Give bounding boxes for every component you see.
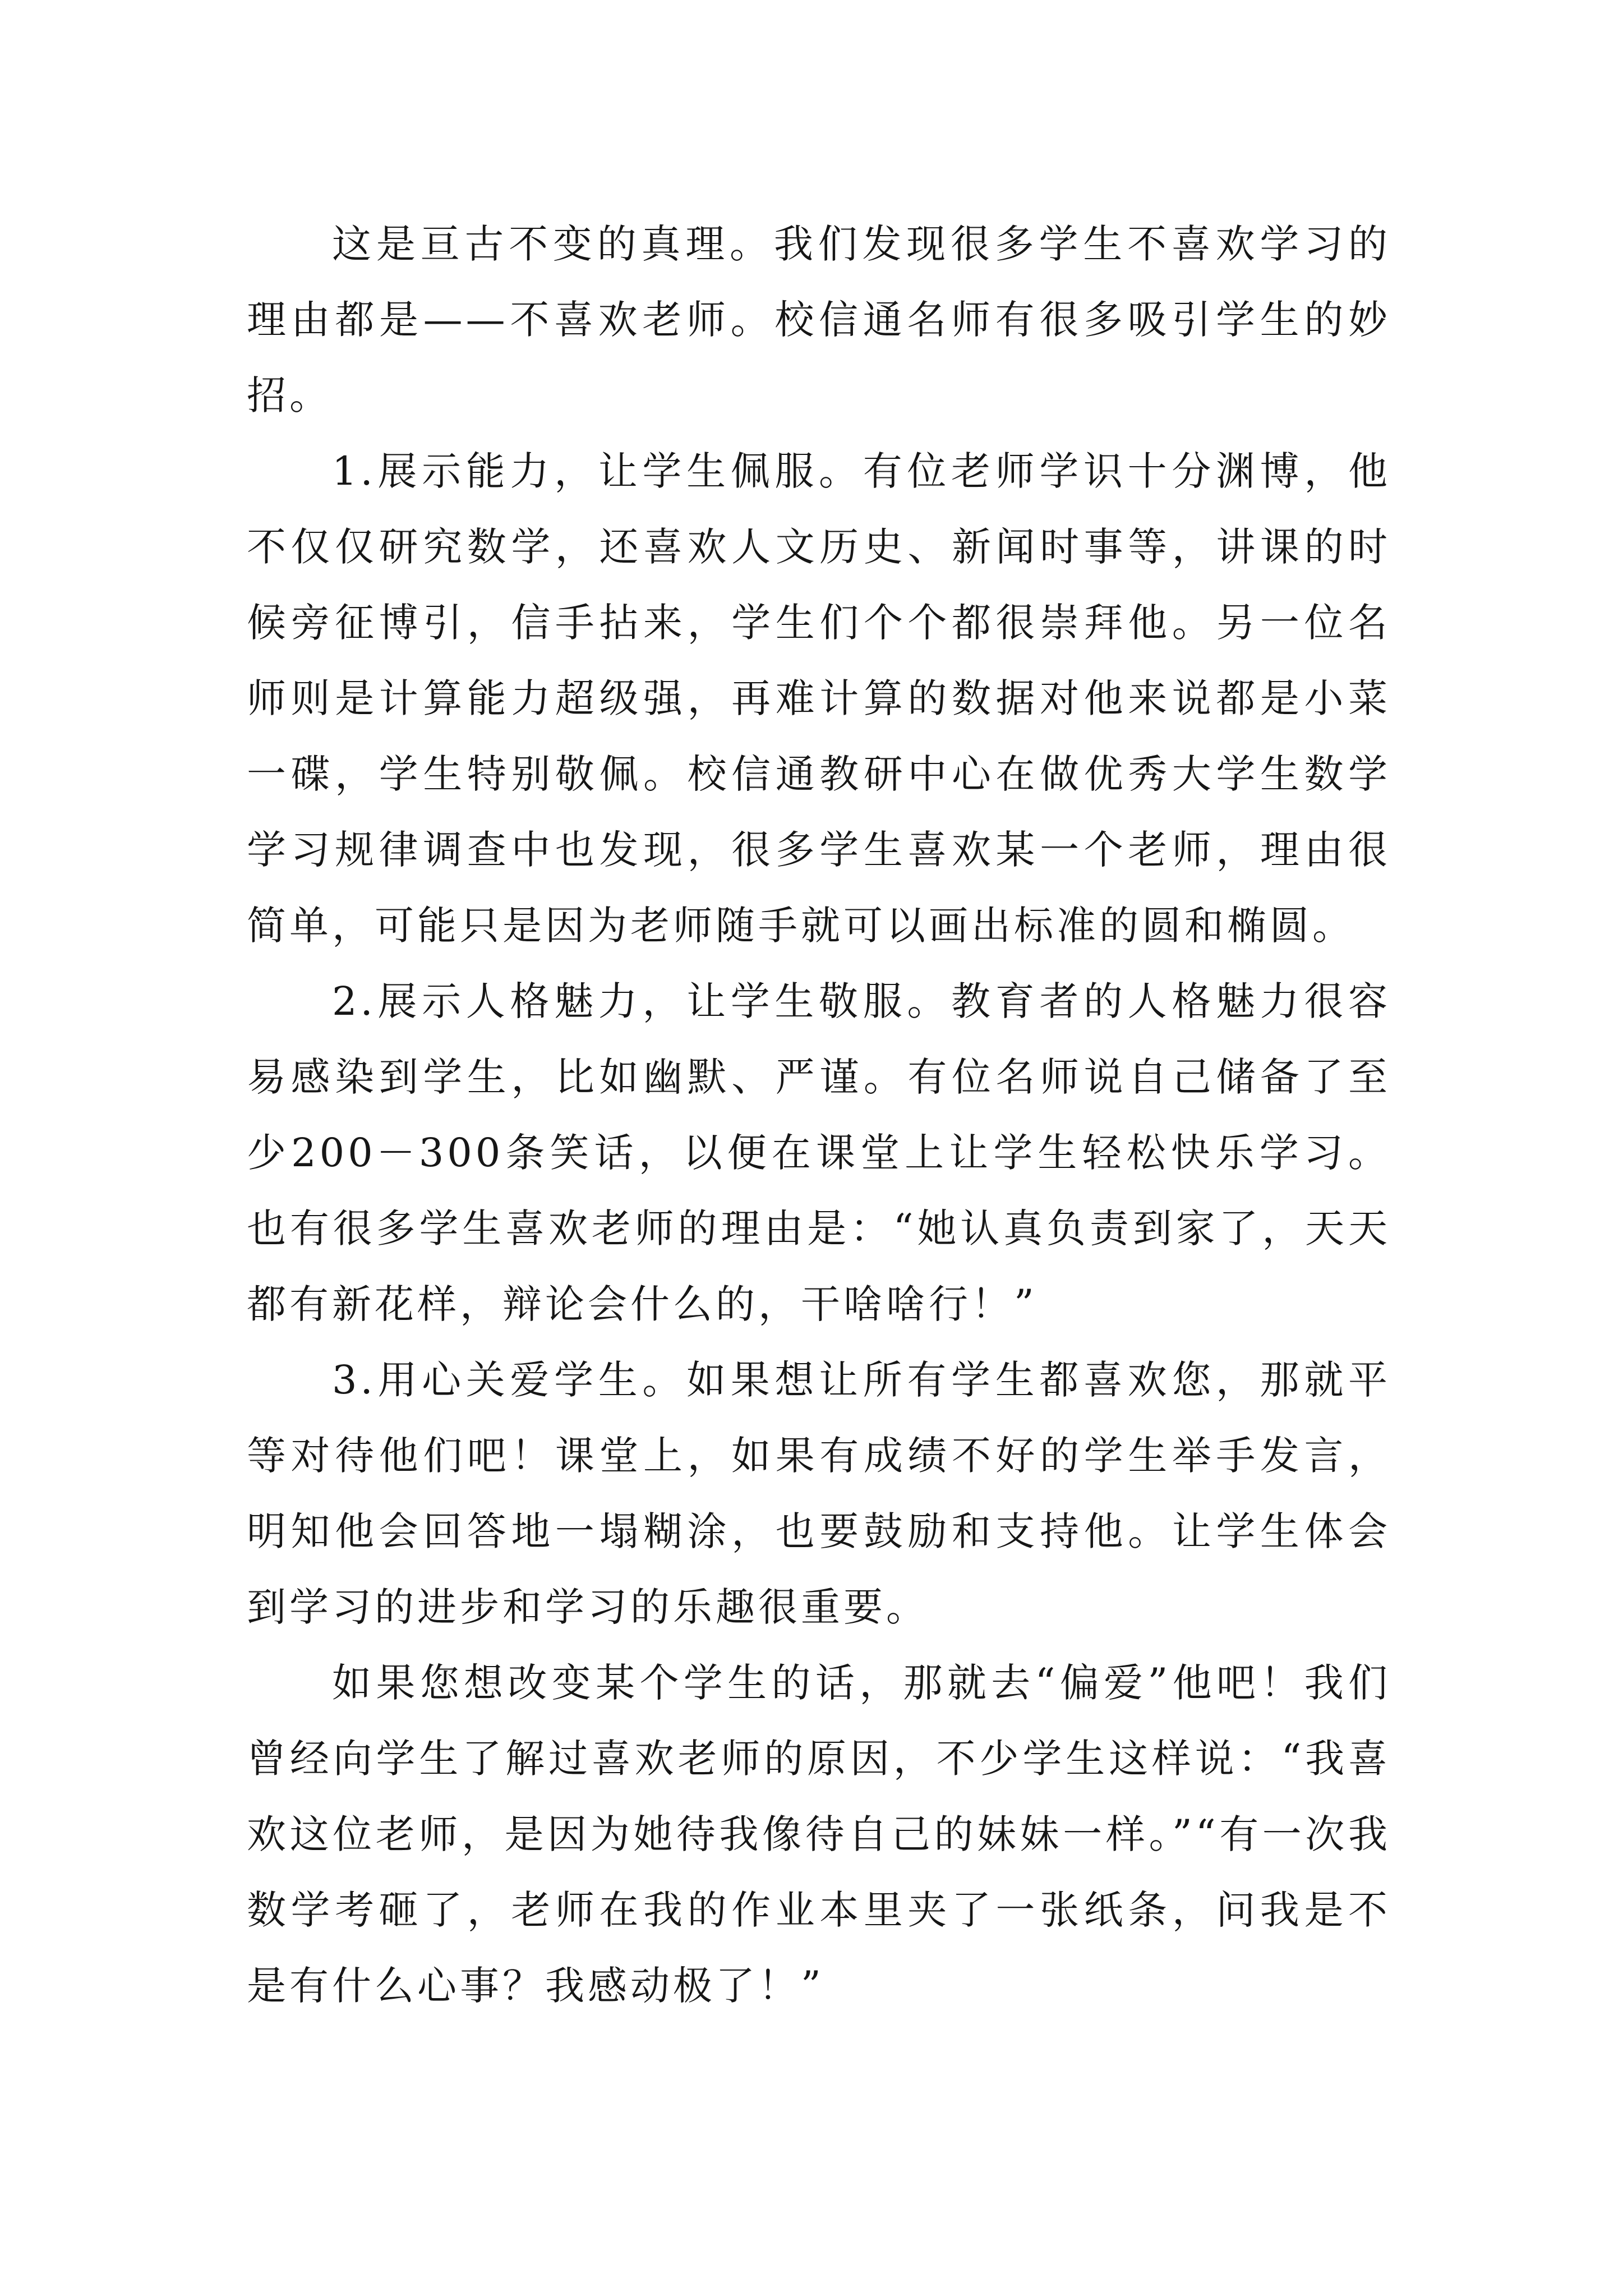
paragraph-point-1: 1.展示能力，让学生佩服。有位老师学识十分渊博，他不仅仅研究数学，还喜欢人文历史、新闻时事等，讲课的时候旁征博引，信手拈来，学生们个个都很崇拜他。另一位名师则是计算能力超级强，再难计算的数据对他来说都是小菜一碟，学生特别敬佩。校信通教研中心在做优秀大学生数学学习规律调查中也发现，很多学生喜欢某一个老师，理由很简单，可能只是因为老师随手就可以画出标准的圆和椭圆。	[247, 448, 1391, 949]
document-body	[247, 206, 1391, 2024]
paragraph-conclusion: 如果您想改变某个学生的话，那就去“偏爱”他吧！我们曾经向学生了解过喜欢老师的原因，不少学生这样说：“我喜欢这位老师，是因为她待我像待自己的妹妹一样。”“有一次我数学考砸了，老师在我的作业本里夹了一张纸条，问我是不是有什么心事？我感动极了！”	[247, 1660, 1391, 2009]
paragraph-point-2: 2.展示人格魅力，让学生敬服。教育者的人格魅力很容易感染到学生，比如幽默、严谨。有位名师说自己储备了至少200－300条笑话，以便在课堂上让学生轻松快乐学习。也有很多学生喜欢老师的理由是：“她认真负责到家了，天天都有新花样，辩论会什么的，干啥啥行！”	[247, 978, 1391, 1327]
paragraph-intro: 这是亘古不变的真理。我们发现很多学生不喜欢学习的理由都是——不喜欢老师。校信通名师有很多吸引学生的妙招。	[247, 221, 1391, 418]
paragraph-point-3: 3.用心关爱学生。如果想让所有学生都喜欢您，那就平等对待他们吧！课堂上，如果有成绩不好的学生举手发言，明知他会回答地一塌糊涂，也要鼓励和支持他。让学生体会到学习的进步和学习的乐趣很重要。	[247, 1357, 1391, 1630]
